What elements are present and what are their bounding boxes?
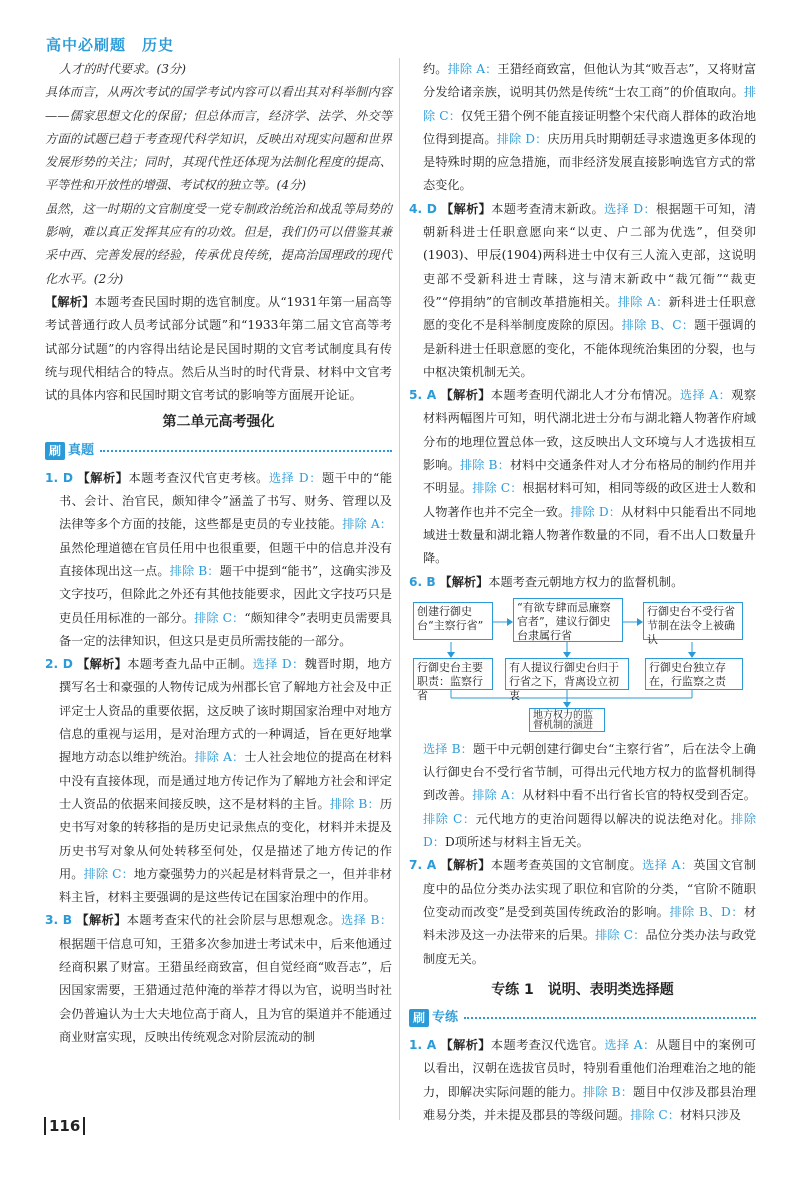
diagram-box-4: 行御史台主要职责：监察行省 <box>413 658 493 690</box>
section-banner-zhuanlian <box>409 1008 756 1028</box>
question-4-analysis: 4. D 【解析】本题考查清末新政。选择 D：根据题干可知，清朝新科进士任职意愿向来“以吏、户二部为优选”，但癸卯(1903)、甲辰(1904)两科进士中仅有三人流入吏部，这说明吏部不受新科进士青睐，这与清末新政中“裁冗衙”“裁吏役”“停捐纳”的官制改革措施相关。排除 A：新科进士任职意愿的变化不是科举制度废除的原因。排除 B、C：题干强调的是新科进士任职意愿的变化，不能体现统治集团的分裂，也与中枢决策机制无关。 <box>409 201 757 379</box>
question-3-continued: 约。排除 A：王猎经商致富，但他认为其“败吾志”，又将财富分发给诸亲族，说明其仍然是传统“士农工商”的价值取向。排除 C：仅凭王猎个例不能直接证明整个宋代商人群体的政治地位得到提高。排除 D：庆历用兵时期朝廷寻求遗逸更多体现的是特殊时期的应急措施，而非经济发展直接影响选官方式的常态变化。 <box>423 62 757 193</box>
diagram-box-5: 有人提议行御史台归于行省之下，背离设立初衷 <box>505 658 629 690</box>
banner-dots <box>100 450 392 452</box>
banner-badge: 刷 <box>409 1009 429 1027</box>
diagram-box-7: 地方权力的监督机制的演进 <box>529 708 605 732</box>
handwritten-answer-2: 具体而言，从两次考试的国学考试内容可以看出其对科举制内容——儒家思想文化的保留；但总体而言，经济学、法学、外交等方面的试题已趋于考查现代科学知识，反映出对现实问题和世界发展形势的关注；同时，其现代性还体现为法制化程度的提高、平等性和开放性的增强、考试权的独立等。(4分) <box>45 85 392 193</box>
handwritten-answer-3: 虽然，这一时期的文官制度受一党专制政治统治和战乱等局势的影响，难以真正发挥其应有的功效。但是，我们仍可以借鉴其兼采中西、完善发展的经验，传承优良传统，提高治国理政的现代化水平。(2分) <box>45 201 392 286</box>
banner-label: 专练 <box>432 1010 459 1026</box>
diagram-box-2: “有欲专肆而忌廉察官者”，建议行御史台隶属行省 <box>513 598 623 642</box>
diagram-box-3: 行御史台不受行省节制在法令上被确认 <box>643 602 743 640</box>
question-5-analysis: 5. A 【解析】本题考查明代湖北人才分布情况。选择 A：观察材料两幅图片可知，明代湖北进士分布与湖北籍人物著作府域分布的地理位置总体一致，这反映出人文环境与人才选拔相互影响。排除 B：材料中交通条件对人才分布格局的制约作用并不明显。排除 C：根据材料可知，相同等级的政区进士人数和人物著作也并不完全一致。排除 D：从材料中只能看出不同地域进士数量和湖北籍人物著作数量的不同，看不出人口数量升降。 <box>409 388 757 566</box>
flow-diagram <box>409 598 756 732</box>
question-3-analysis: 3. B 【解析】本题考查宋代的社会阶层与思想观念。选择 B：根据题干信息可知，王猎多次参加进士考试未中，后来他通过经商积累了财富。王猎虽经商致富，但自觉经商“败吾志”，后因国家需要，王猎通过范仲淹的举荐才得以为官，说明当时社会仍普遍认为士大夫地位高于商人，且为官的渠道并不能通过商业财富实现，反映出传统观念对阶层流动的制 <box>45 913 393 1044</box>
banner-badge: 刷 <box>45 442 65 460</box>
banner-dots <box>464 1017 756 1019</box>
book-title: 高中必刷题 历史 <box>46 36 175 54</box>
unit-title: 第二单元高考强化 <box>162 414 275 431</box>
question-1-analysis: 1. D 【解析】本题考查汉代官吏考核。选择 D：题干中的“能书、会计、治官民，颇知律令”涵盖了书写、财务、管理以及法律等多个方面的技能，这些都是吏员的专业技能。排除 A：虽然伦理道德在官员任用中也很重要，但题干中的信息并没有直接体现出这一点。排除 B：题干中提到“能书”，这确实涉及文字技巧，但除此之外还有其他技能要求，因此文字技巧只是吏员任用标准的一部分。排除 C：“颇知律令”表明吏员需要具备一定的法律知识，但这只是吏员所需技能的一部分。 <box>45 470 393 648</box>
left-column <box>45 58 392 1049</box>
handwritten-answer-1: 人才的时代要求。(3分) <box>59 62 186 76</box>
page-number: 116 <box>44 1117 85 1135</box>
diagram-box-6: 行御史台独立存在，行监察之责 <box>645 658 743 690</box>
diagram-box-1: 创建行御史台“主察行省” <box>413 602 493 640</box>
special-practice-title: 专练 1 说明、表明类选择题 <box>491 981 674 998</box>
analysis-paragraph: 【解析】本题考查民国时期的选官制度。从“1931年第一届高等考试普通行政人员考试部分试题”和“1933年第二届文官高等考试部分试题”的内容得出结论是民国时期的文官考试制度具有传统与现代相结合的特点。然后从当时的时代背景、材料中文官考试的具体内容和民国时期文官考试的影响等方面展开论证。 <box>45 294 392 403</box>
column-divider <box>399 58 400 1120</box>
section-banner-zhenti <box>45 441 392 461</box>
right-column <box>409 58 756 1127</box>
question-7-analysis: 7. A 【解析】本题考查英国的文官制度。选择 A：英国文官制度中的品位分类办法实现了职位和官阶的分类，“官阶不随职位变动而改变”是受到英国传统政治的影响。排除 B、D：材料未涉及这一办法带来的后果。排除 C：品位分类办法与政党制度无关。 <box>409 858 757 966</box>
question-6-analysis: 选择 B：题干中元朝创建行御史台“主察行省”，后在法令上确认行御史台不受行省节制，可得出元代地方权力的监督机制得到改善。排除 A：从材料中看不出行省长官的特权受到否定。排除 C：元代地方的吏治问题得以解决的说法绝对化。排除 D：D项所述与材料主旨无关。 <box>423 741 757 850</box>
special-question-1-analysis: 1. A 【解析】本题考查汉代选官。选择 A：从题目中的案例可以看出，汉朝在选拔官员时，特别看重他们治理难治之地的能力，即解决实际问题的能力。排除 B：题目中仅涉及郡县治理难易分类，并未提及郡县的等级问题。排除 C：材料只涉及 <box>409 1038 757 1122</box>
banner-label: 真题 <box>68 443 95 459</box>
question-2-analysis: 2. D 【解析】本题考查九品中正制。选择 D：魏晋时期，地方撰写名士和豪强的人物传记成为州郡长官了解地方社会及中正评定士人资品的重要依据，这反映了该时期国家治理中对地方信息的重视与运用，是对治理方式的一种调适，旨在更好地掌握地方动态以维护统治。排除 A：士人社会地位的提高在材料中没有直接体现，而是通过地方传记作为了解地方社会和评定士人资品的依据来间接反映，这不是材料的主旨。排除 B：历史书写对象的转移指的是历史记录焦点的变化，材料并未提及历史书写对象从何处转移至何处，仅是描述了地方传记的作用。排除 C：地方豪强势力的兴起是材料背景之一，但并非材料主旨，材料主要强调的是这些传记在国家治理中的作用。 <box>45 657 393 905</box>
question-6-header: 6. B 【解析】本题考查元朝地方权力的监督机制。 <box>409 574 684 589</box>
